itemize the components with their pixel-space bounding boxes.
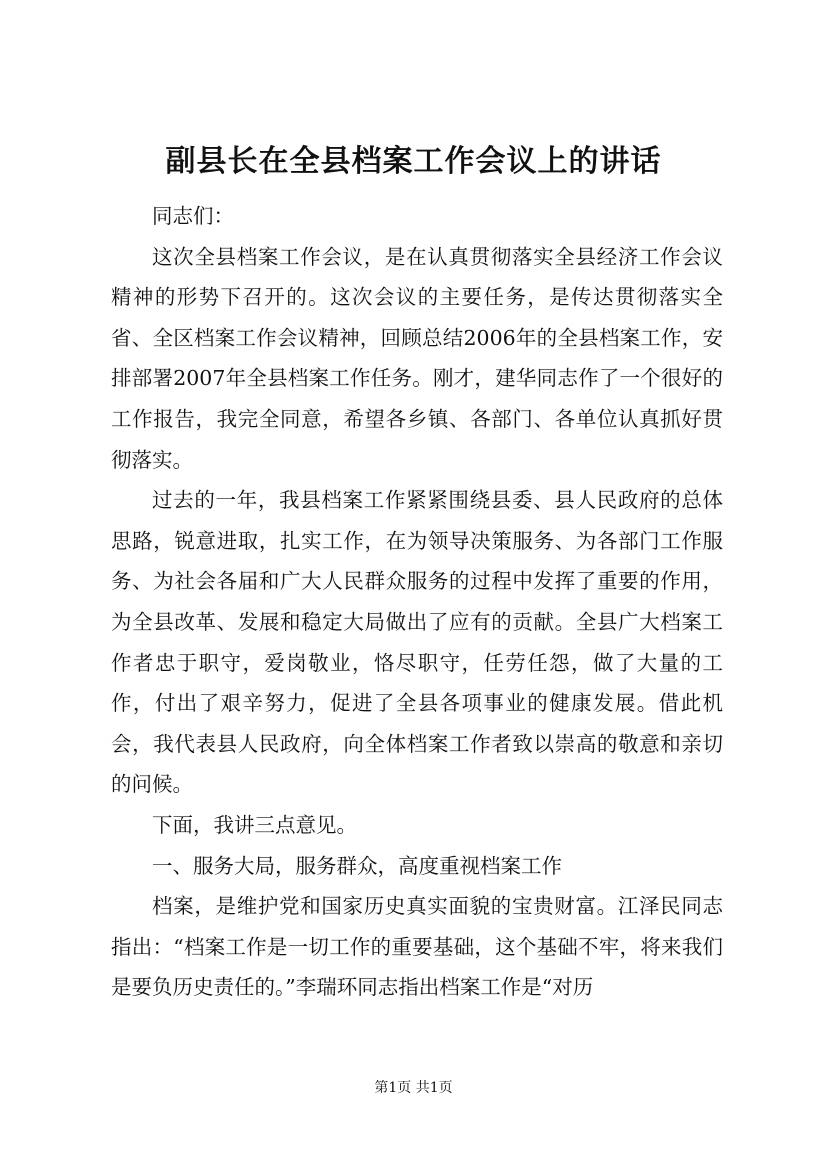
body-paragraph: 这次全县档案工作会议，是在认真贯彻落实全县经济工作会议精神的形势下召开的。这次会议的主要任务，是传达贯彻落实全省、全区档案工作会议精神，回顾总结2006年的全县档案工作，安排部署2007年全县档案工作任务。刚才，建华同志作了一个很好的工作报告，我完全同意，希望各乡镇、各部门、各单位认真抓好贯彻落实。	[111, 244, 723, 472]
document-title: 副县长在全县档案工作会议上的讲话	[165, 144, 662, 179]
page-footer: 第1页 共1页	[374, 1080, 453, 1096]
body-paragraph: 档案，是维护党和国家历史真实面貌的宝贵财富。江泽民同志指出：“档案工作是一切工作的重要基础，这个基础不牢，将来我们是要负历史责任的。”李瑞环同志指出档案工作是“对历	[111, 894, 723, 1000]
salutation-paragraph: 同志们：	[152, 204, 234, 228]
body-paragraph: 下面，我讲三点意见。	[152, 812, 357, 837]
section-heading: 一、服务大局，服务群众，高度重视档案工作	[152, 853, 562, 878]
body-paragraph: 过去的一年，我县档案工作紧紧围绕县委、县人民政府的总体思路，锐意进取，扎实工作，在为领导决策服务、为各部门工作服务、为社会各届和广大人民群众服务的过程中发挥了重要的作用，为全县改革、发展和稳定大局做出了应有的贡献。全县广大档案工作者忠于职守，爱岗敬业，恪尽职守，任劳任怨，做了大量的工作，付出了艰辛努力，促进了全县各项事业的健康发展。借此机会，我代表县人民政府，向全体档案工作者致以崇高的敬意和亲切的问候。	[111, 488, 723, 797]
document-body	[111, 196, 723, 1008]
